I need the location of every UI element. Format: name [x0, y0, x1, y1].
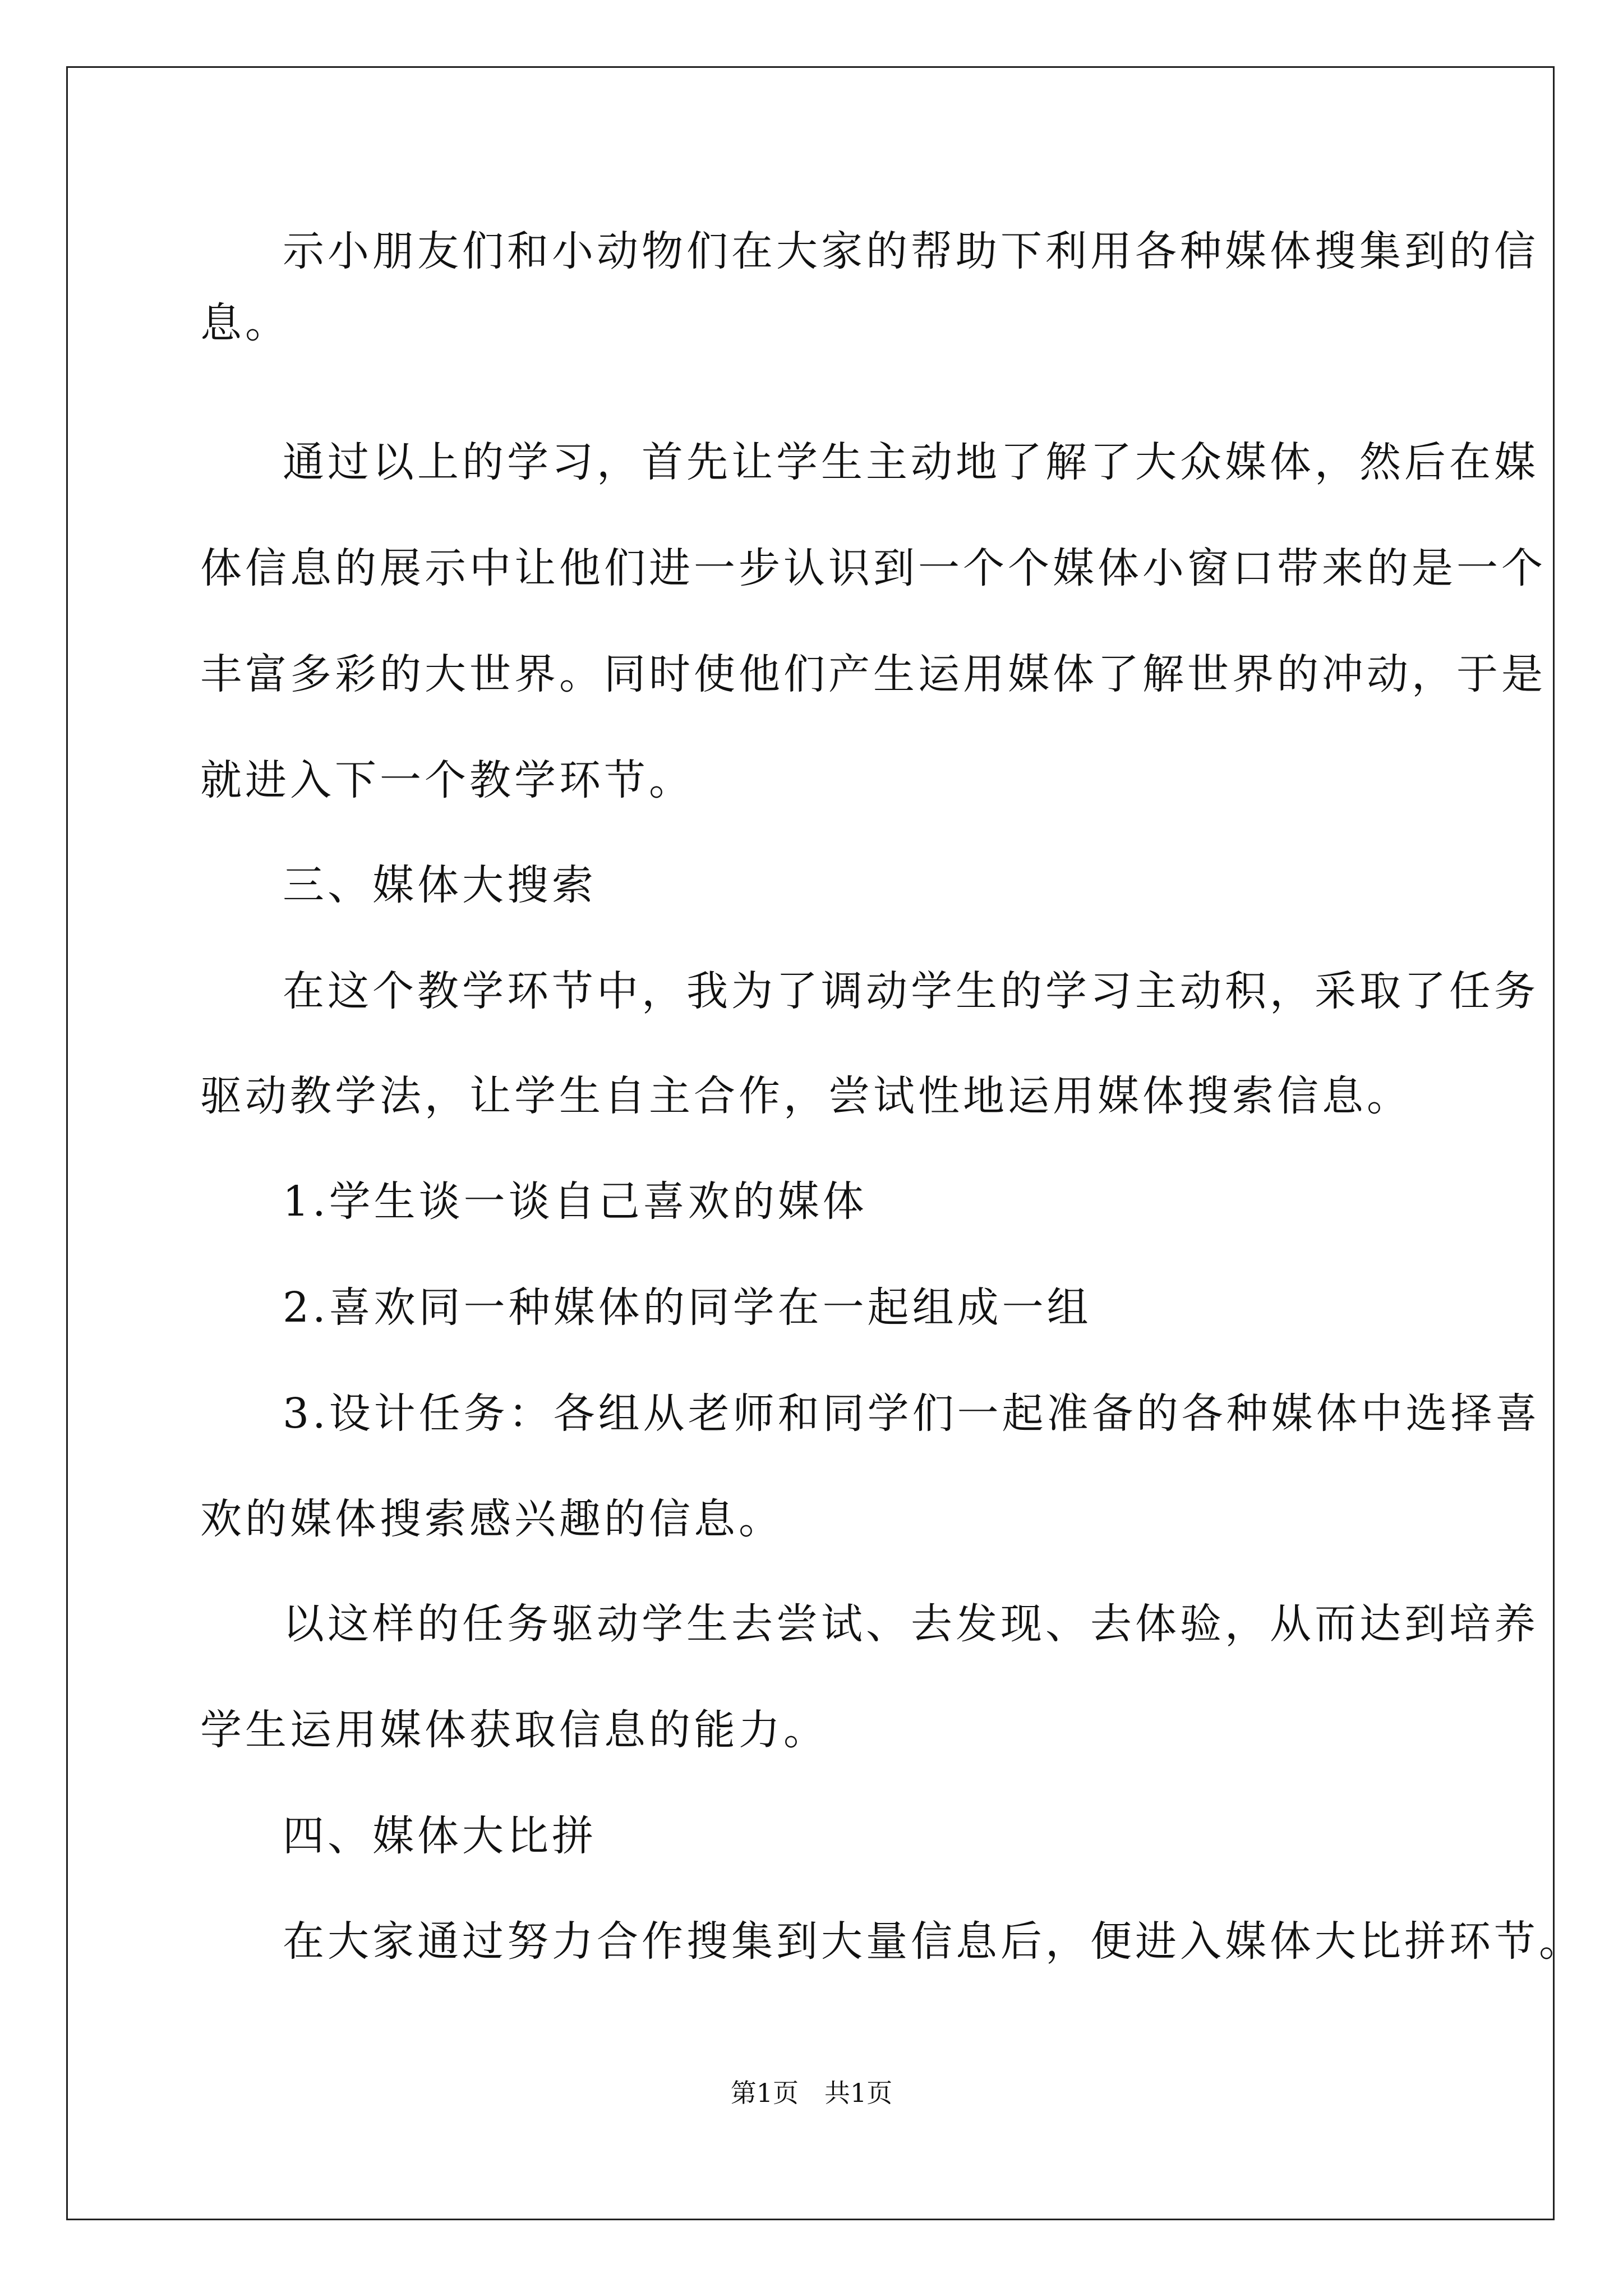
- text-line: 在大家通过努力合作搜集到大量信息后，便进入媒体大比拼环节。: [283, 1917, 1584, 1966]
- page-border: [66, 66, 1555, 2220]
- text-line: 通过以上的学习，首先让学生主动地了解了大众媒体，然后在媒: [283, 438, 1539, 486]
- text-line: 在这个教学环节中，我为了调动学生的学习主动积，采取了任务: [283, 967, 1539, 1015]
- section-heading: 四、媒体大比拼: [283, 1812, 597, 1860]
- list-item: 1.学生谈一谈自己喜欢的媒体: [283, 1177, 868, 1226]
- list-item: 2.喜欢同一种媒体的同学在一起组成一组: [283, 1283, 1092, 1332]
- text-line: 以这样的任务驱动学生去尝试、去发现、去体验，从而达到培养: [283, 1600, 1539, 1648]
- text-line: 示小朋友们和小动物们在大家的帮助下利用各种媒体搜集到的信: [283, 227, 1539, 275]
- text-line: 学生运用媒体获取信息的能力。: [200, 1706, 828, 1754]
- text-line: 体信息的展示中让他们进一步认识到一个个媒体小窗口带来的是一个: [200, 544, 1546, 592]
- text-line: 驱动教学法，让学生自主合作，尝试性地运用媒体搜索信息。: [200, 1072, 1412, 1120]
- list-item: 3.设计任务：各组从老师和同学们一起准备的各种媒体中选择喜: [283, 1389, 1541, 1438]
- section-heading: 三、媒体大搜索: [283, 861, 597, 909]
- text-line: 就进入下一个教学环节。: [200, 756, 694, 804]
- text-line: 息。: [200, 299, 290, 347]
- text-line: 丰富多彩的大世界。同时使他们产生运用媒体了解世界的冲动，于是: [200, 650, 1546, 698]
- page-footer: 第1页 共1页: [730, 2078, 893, 2108]
- text-line: 欢的媒体搜索感兴趣的信息。: [200, 1495, 783, 1543]
